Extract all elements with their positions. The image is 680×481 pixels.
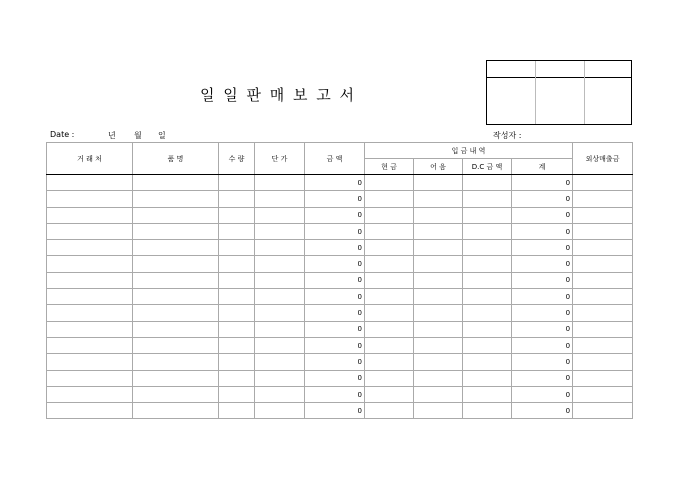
table-row bbox=[47, 240, 633, 256]
cell-amount[interactable]: 0 bbox=[305, 403, 365, 419]
cell-total[interactable]: 0 bbox=[512, 370, 573, 386]
cell-qty[interactable] bbox=[219, 272, 255, 288]
cell-dc-amount[interactable] bbox=[463, 223, 512, 239]
cell-unit-price[interactable] bbox=[255, 223, 305, 239]
cell-bill[interactable] bbox=[414, 240, 463, 256]
cell-bill[interactable] bbox=[414, 191, 463, 207]
cell-total[interactable]: 0 bbox=[512, 354, 573, 370]
cell-bill[interactable] bbox=[414, 386, 463, 402]
cell-credit-sales[interactable] bbox=[573, 272, 633, 288]
cell-client[interactable] bbox=[47, 305, 133, 321]
table-body bbox=[47, 175, 633, 419]
cell-dc-amount[interactable] bbox=[463, 272, 512, 288]
date-month-label: 월 bbox=[134, 131, 142, 140]
cell-bill[interactable] bbox=[414, 403, 463, 419]
table-row bbox=[47, 321, 633, 337]
cell-dc-amount[interactable] bbox=[463, 321, 512, 337]
cell-qty[interactable] bbox=[219, 223, 255, 239]
cell-total[interactable]: 0 bbox=[512, 207, 573, 223]
cell-cash[interactable] bbox=[365, 321, 414, 337]
cell-item[interactable] bbox=[133, 403, 219, 419]
cell-bill[interactable] bbox=[414, 207, 463, 223]
cell-cash[interactable] bbox=[365, 207, 414, 223]
table-row bbox=[47, 223, 633, 239]
cell-qty[interactable] bbox=[219, 370, 255, 386]
cell-bill[interactable] bbox=[414, 354, 463, 370]
date-label: Date : bbox=[50, 130, 75, 139]
cell-total[interactable]: 0 bbox=[512, 337, 573, 353]
cell-amount[interactable]: 0 bbox=[305, 354, 365, 370]
cell-dc-amount[interactable] bbox=[463, 289, 512, 305]
cell-cash[interactable] bbox=[365, 256, 414, 272]
cell-amount[interactable]: 0 bbox=[305, 256, 365, 272]
cell-amount[interactable]: 0 bbox=[305, 207, 365, 223]
cell-total[interactable]: 0 bbox=[512, 403, 573, 419]
cell-dc-amount[interactable] bbox=[463, 354, 512, 370]
header-payment-details: 입 금 내 역 bbox=[365, 143, 573, 159]
table-row bbox=[47, 272, 633, 288]
cell-qty[interactable] bbox=[219, 289, 255, 305]
cell-dc-amount[interactable] bbox=[463, 386, 512, 402]
cell-total[interactable]: 0 bbox=[512, 256, 573, 272]
cell-dc-amount[interactable] bbox=[463, 207, 512, 223]
cell-bill[interactable] bbox=[414, 289, 463, 305]
cell-bill[interactable] bbox=[414, 337, 463, 353]
approval-divider bbox=[535, 61, 536, 124]
cell-client[interactable] bbox=[47, 337, 133, 353]
cell-dc-amount[interactable] bbox=[463, 305, 512, 321]
cell-cash[interactable] bbox=[365, 175, 414, 191]
cell-item[interactable] bbox=[133, 175, 219, 191]
table-row bbox=[47, 403, 633, 419]
cell-unit-price[interactable] bbox=[255, 370, 305, 386]
cell-item[interactable] bbox=[133, 191, 219, 207]
cell-client[interactable] bbox=[47, 256, 133, 272]
cell-credit-sales[interactable] bbox=[573, 403, 633, 419]
cell-client[interactable] bbox=[47, 191, 133, 207]
table-row bbox=[47, 337, 633, 353]
cell-qty[interactable] bbox=[219, 256, 255, 272]
cell-qty[interactable] bbox=[219, 386, 255, 402]
cell-unit-price[interactable] bbox=[255, 321, 305, 337]
table-row bbox=[47, 191, 633, 207]
cell-unit-price[interactable] bbox=[255, 256, 305, 272]
cell-total[interactable]: 0 bbox=[512, 272, 573, 288]
cell-credit-sales[interactable] bbox=[573, 191, 633, 207]
cell-credit-sales[interactable] bbox=[573, 240, 633, 256]
cell-client[interactable] bbox=[47, 370, 133, 386]
cell-total[interactable]: 0 bbox=[512, 386, 573, 402]
cell-item[interactable] bbox=[133, 370, 219, 386]
table-row bbox=[47, 256, 633, 272]
cell-amount[interactable]: 0 bbox=[305, 240, 365, 256]
date-year-label: 년 bbox=[108, 131, 116, 140]
cell-total[interactable]: 0 bbox=[512, 321, 573, 337]
table-row bbox=[47, 386, 633, 402]
cell-client[interactable] bbox=[47, 207, 133, 223]
cell-bill[interactable] bbox=[414, 321, 463, 337]
cell-client[interactable] bbox=[47, 289, 133, 305]
cell-credit-sales[interactable] bbox=[573, 175, 633, 191]
cell-unit-price[interactable] bbox=[255, 403, 305, 419]
cell-client[interactable] bbox=[47, 321, 133, 337]
cell-cash[interactable] bbox=[365, 354, 414, 370]
cell-credit-sales[interactable] bbox=[573, 370, 633, 386]
cell-total[interactable]: 0 bbox=[512, 289, 573, 305]
author-label: 작성자 : bbox=[493, 131, 522, 140]
header-client: 거 래 처 bbox=[47, 143, 133, 175]
cell-unit-price[interactable] bbox=[255, 175, 305, 191]
cell-bill[interactable] bbox=[414, 305, 463, 321]
cell-amount[interactable]: 0 bbox=[305, 175, 365, 191]
table-row bbox=[47, 207, 633, 223]
cell-client[interactable] bbox=[47, 223, 133, 239]
cell-credit-sales[interactable] bbox=[573, 289, 633, 305]
header-quantity: 수 량 bbox=[219, 143, 255, 175]
cell-bill[interactable] bbox=[414, 256, 463, 272]
table-row bbox=[47, 354, 633, 370]
cell-item[interactable] bbox=[133, 321, 219, 337]
table-row bbox=[47, 305, 633, 321]
cell-dc-amount[interactable] bbox=[463, 256, 512, 272]
cell-client[interactable] bbox=[47, 403, 133, 419]
cell-client[interactable] bbox=[47, 354, 133, 370]
cell-client[interactable] bbox=[47, 386, 133, 402]
cell-unit-price[interactable] bbox=[255, 289, 305, 305]
cell-cash[interactable] bbox=[365, 240, 414, 256]
cell-qty[interactable] bbox=[219, 191, 255, 207]
cell-dc-amount[interactable] bbox=[463, 191, 512, 207]
cell-item[interactable] bbox=[133, 207, 219, 223]
header-cash: 현 금 bbox=[365, 159, 414, 175]
cell-total[interactable]: 0 bbox=[512, 175, 573, 191]
cell-item[interactable] bbox=[133, 386, 219, 402]
cell-unit-price[interactable] bbox=[255, 305, 305, 321]
approval-header-line bbox=[487, 77, 631, 78]
header-total: 계 bbox=[512, 159, 573, 175]
date-day-label: 일 bbox=[158, 131, 166, 140]
cell-credit-sales[interactable] bbox=[573, 256, 633, 272]
cell-cash[interactable] bbox=[365, 386, 414, 402]
cell-credit-sales[interactable] bbox=[573, 223, 633, 239]
cell-credit-sales[interactable] bbox=[573, 386, 633, 402]
cell-total[interactable]: 0 bbox=[512, 240, 573, 256]
approval-divider bbox=[584, 61, 585, 124]
cell-item[interactable] bbox=[133, 240, 219, 256]
cell-item[interactable] bbox=[133, 272, 219, 288]
approval-box bbox=[486, 60, 632, 125]
header-credit-sales: 외상매출금 bbox=[573, 143, 633, 175]
cell-item[interactable] bbox=[133, 305, 219, 321]
cell-bill[interactable] bbox=[414, 175, 463, 191]
cell-qty[interactable] bbox=[219, 305, 255, 321]
cell-cash[interactable] bbox=[365, 289, 414, 305]
cell-item[interactable] bbox=[133, 289, 219, 305]
cell-cash[interactable] bbox=[365, 305, 414, 321]
cell-item[interactable] bbox=[133, 256, 219, 272]
header-unit-price: 단 가 bbox=[255, 143, 305, 175]
cell-amount[interactable]: 0 bbox=[305, 337, 365, 353]
header-amount: 금 액 bbox=[305, 143, 365, 175]
cell-cash[interactable] bbox=[365, 370, 414, 386]
cell-item[interactable] bbox=[133, 223, 219, 239]
table-row bbox=[47, 370, 633, 386]
header-item: 품 명 bbox=[133, 143, 219, 175]
cell-amount[interactable]: 0 bbox=[305, 289, 365, 305]
cell-amount[interactable]: 0 bbox=[305, 191, 365, 207]
cell-qty[interactable] bbox=[219, 321, 255, 337]
cell-cash[interactable] bbox=[365, 403, 414, 419]
cell-total[interactable]: 0 bbox=[512, 191, 573, 207]
cell-credit-sales[interactable] bbox=[573, 337, 633, 353]
cell-item[interactable] bbox=[133, 354, 219, 370]
report-title: 일 일 판 매 보 고 서 bbox=[200, 86, 357, 104]
cell-client[interactable] bbox=[47, 272, 133, 288]
cell-bill[interactable] bbox=[414, 223, 463, 239]
cell-qty[interactable] bbox=[219, 337, 255, 353]
cell-amount[interactable]: 0 bbox=[305, 223, 365, 239]
cell-cash[interactable] bbox=[365, 223, 414, 239]
cell-amount[interactable]: 0 bbox=[305, 272, 365, 288]
cell-credit-sales[interactable] bbox=[573, 321, 633, 337]
cell-unit-price[interactable] bbox=[255, 207, 305, 223]
cell-total[interactable]: 0 bbox=[512, 223, 573, 239]
table-row bbox=[47, 289, 633, 305]
header-dc-amount: D.C 금 액 bbox=[463, 159, 512, 175]
cell-unit-price[interactable] bbox=[255, 191, 305, 207]
cell-unit-price[interactable] bbox=[255, 240, 305, 256]
cell-amount[interactable]: 0 bbox=[305, 321, 365, 337]
cell-dc-amount[interactable] bbox=[463, 337, 512, 353]
cell-unit-price[interactable] bbox=[255, 354, 305, 370]
cell-dc-amount[interactable] bbox=[463, 240, 512, 256]
header-bill: 어 음 bbox=[414, 159, 463, 175]
cell-dc-amount[interactable] bbox=[463, 370, 512, 386]
cell-item[interactable] bbox=[133, 337, 219, 353]
table-row bbox=[47, 175, 633, 191]
cell-amount[interactable]: 0 bbox=[305, 370, 365, 386]
cell-qty[interactable] bbox=[219, 207, 255, 223]
cell-amount[interactable]: 0 bbox=[305, 305, 365, 321]
sales-report-table bbox=[46, 142, 633, 419]
cell-qty[interactable] bbox=[219, 403, 255, 419]
cell-cash[interactable] bbox=[365, 272, 414, 288]
cell-qty[interactable] bbox=[219, 240, 255, 256]
cell-credit-sales[interactable] bbox=[573, 354, 633, 370]
cell-client[interactable] bbox=[47, 175, 133, 191]
cell-amount[interactable]: 0 bbox=[305, 386, 365, 402]
cell-qty[interactable] bbox=[219, 354, 255, 370]
cell-dc-amount[interactable] bbox=[463, 403, 512, 419]
cell-bill[interactable] bbox=[414, 272, 463, 288]
cell-dc-amount[interactable] bbox=[463, 175, 512, 191]
cell-unit-price[interactable] bbox=[255, 272, 305, 288]
cell-credit-sales[interactable] bbox=[573, 305, 633, 321]
cell-cash[interactable] bbox=[365, 191, 414, 207]
cell-total[interactable]: 0 bbox=[512, 305, 573, 321]
cell-qty[interactable] bbox=[219, 175, 255, 191]
cell-unit-price[interactable] bbox=[255, 386, 305, 402]
cell-bill[interactable] bbox=[414, 370, 463, 386]
cell-credit-sales[interactable] bbox=[573, 207, 633, 223]
cell-client[interactable] bbox=[47, 240, 133, 256]
cell-cash[interactable] bbox=[365, 337, 414, 353]
cell-unit-price[interactable] bbox=[255, 337, 305, 353]
